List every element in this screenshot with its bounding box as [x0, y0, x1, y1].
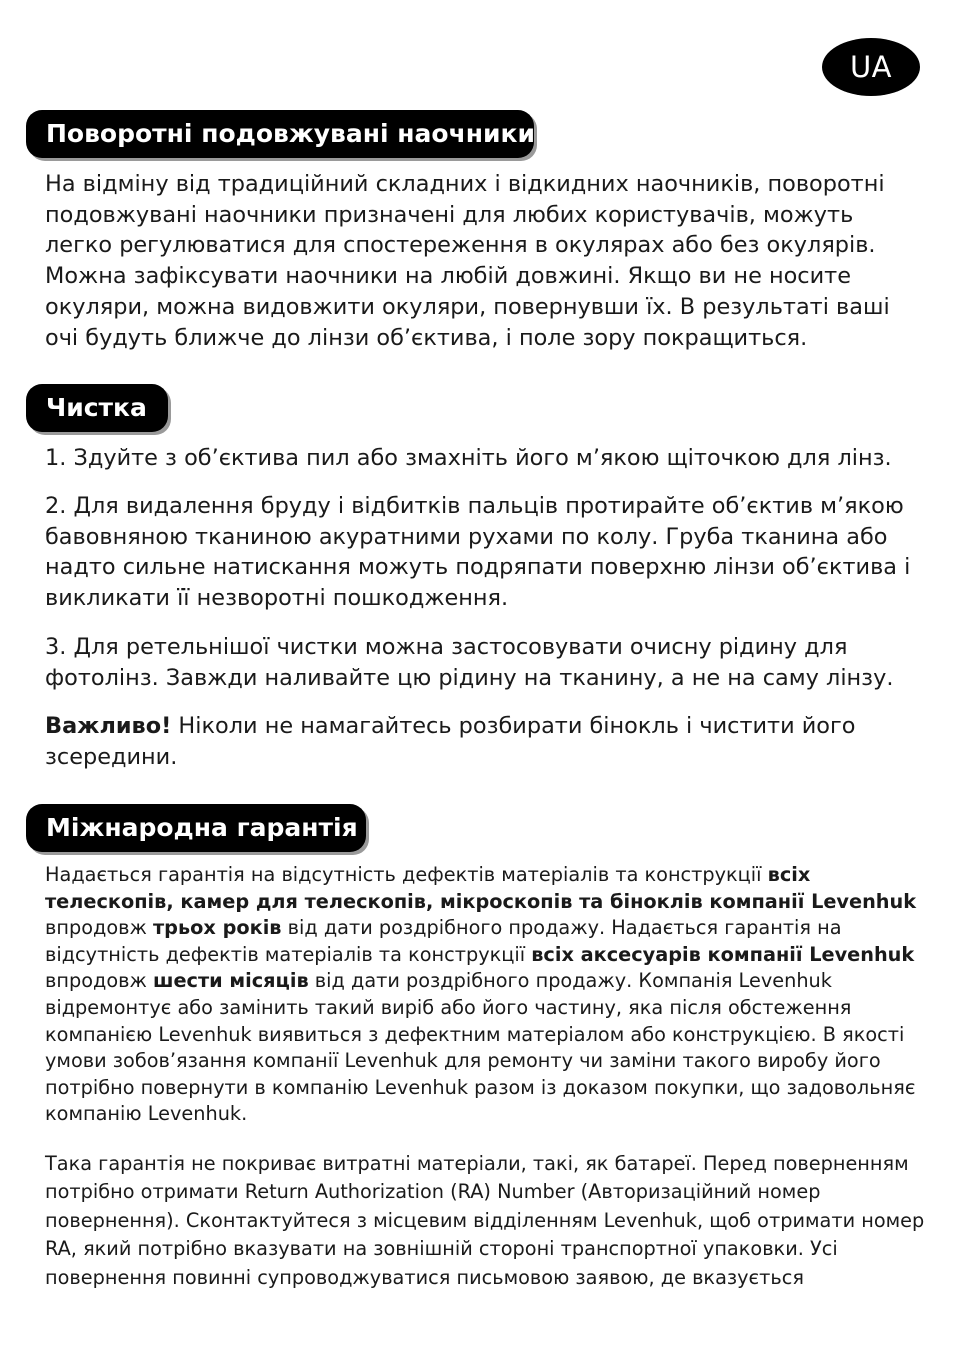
- warranty-text-e: від дати роздрібного продажу. Надається гарантія на відсутність дефектів матеріалів та конструкції: [45, 916, 842, 966]
- important-text: Ніколи не намагайтесь розбирати бінокль і чистити його зсередини.: [45, 713, 856, 770]
- warranty-paragraph-2: Така гарантія не покриває витратні матеріали, такі, як батареї. Перед поверненням потрібно отримати Return Authorization (RA) Number (Авторизаційний номер повернення). Сконтактуйтеся з місцевим відділенням Levenhuk, щоб отримати номер RA, який потрібно вказувати на зовнішній стороні транспортної упаковки. Усі повернення повинні супроводжуватися письмовою заявою, де вказується: [45, 1152, 925, 1289]
- warranty-bold-three-years: трьох років: [153, 916, 282, 940]
- warranty-bold-products: всіх телескопів, камер для телескопів, мікроскопів та біноклів компанії Levenhuk: [45, 863, 917, 913]
- section-title-cleaning: Чистка: [26, 384, 168, 432]
- warranty-bold-accessories: всіх аксесуарів компанії Levenhuk: [531, 942, 915, 966]
- cleaning-important-note: [45, 711, 925, 772]
- cleaning-step-3: 3. Для ретельнішої чистки можна застосовувати очисну рідину для фотолінз. Завжди наливайте цю рідину на тканину, а не на саму лінзу.: [45, 634, 894, 691]
- warranty-paragraph-1: [45, 862, 925, 1128]
- language-badge: UA: [822, 38, 920, 96]
- warranty-text-a: Надається гарантія на відсутність дефектів матеріалів та конструкції: [45, 863, 768, 886]
- section-title-warranty: Міжнародна гарантія: [26, 804, 366, 852]
- warranty-text-g: впродовж: [45, 969, 153, 993]
- section-title-eyepieces: Поворотні подовжувані наочники: [26, 110, 534, 158]
- important-label: Важливо!: [45, 713, 172, 739]
- warranty-text-c: впродовж: [45, 916, 153, 940]
- cleaning-step-2: 2. Для видалення бруду і відбитків пальців протирайте об’єктив м’якою бавовняною тканиною акуратними рухами по колу. Груба тканина або надто сильне натискання можуть подряпати поверхню лінзи об’єктива і викликати її незворотні пошкодження.: [45, 493, 911, 612]
- cleaning-step-1: 1. Здуйте з об’єктива пил або змахніть його м’якою щіточкою для лінз.: [45, 445, 892, 471]
- warranty-bold-six-months: шести місяців: [153, 969, 309, 993]
- eyepieces-paragraph: На відміну від традиційний складних і відкидних наочників, поворотні подовжувані наочники призначені для любих користувачів, можуть легко регулюватися для спостереження в окулярах або без окулярів. Можна зафіксувати наочники на любій довжині. Якщо ви не носите окуляри, можна видовжити окуляри, повернувши їх. В результаті ваші очі будуть ближче до лінзи об’єктива, і поле зору покращиться.: [45, 171, 890, 351]
- warranty-text-i: від дати роздрібного продажу. Компанія Levenhuk відремонтує або замінить такий виріб або його частину, яка після обстеження компанією Levenhuk виявиться з дефектним матеріалом або конструкцією. В якості умови зобов’язання компанії Levenhuk для ремонту чи заміни такого виробу його потрібно повернути в компанію Levenhuk разом із доказом покупки, що задовольняє компанію Levenhuk.: [45, 969, 916, 1126]
